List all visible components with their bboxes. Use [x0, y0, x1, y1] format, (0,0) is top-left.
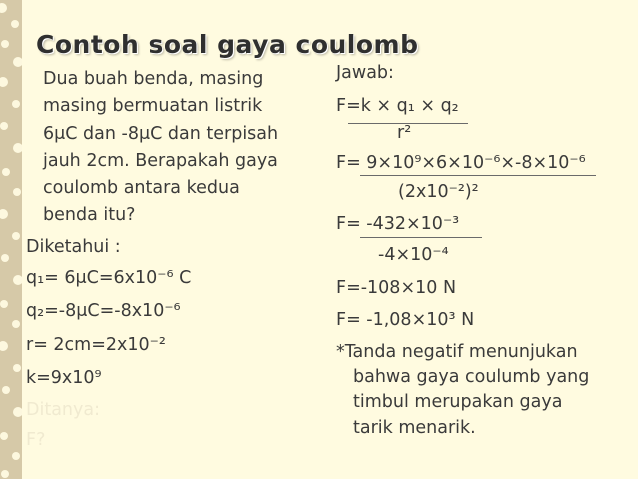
question-line: masing bermuatan listrik: [43, 96, 263, 116]
fraction-bar: [360, 237, 482, 238]
formula-denominator: r²: [397, 123, 412, 143]
slide-title: Contoh soal gaya coulomb: [36, 30, 419, 59]
known-r: r= 2cm=2x10⁻²: [26, 335, 166, 355]
note-line: tarik menarik.: [353, 418, 476, 438]
fraction-bar: [360, 175, 596, 176]
question-line: jauh 2cm. Berapakah gaya: [43, 151, 278, 171]
polka-dot-decoration: [0, 0, 22, 479]
question-line: benda itu?: [43, 205, 136, 225]
formula-numerator: F=k × q₁ × q₂: [336, 96, 459, 116]
known-q1: q₁= 6μC=6x10⁻⁶ C: [26, 268, 192, 288]
question-line: Dua buah benda, masing: [43, 69, 264, 89]
known-q2: q₂=-8μC=-8x10⁻⁶: [26, 301, 181, 321]
substitution-numerator: F= 9×10⁹×6×10⁻⁶×-8×10⁻⁶: [336, 153, 586, 173]
simplified-numerator: F= -432×10⁻³: [336, 214, 460, 234]
known-heading: Diketahui :: [26, 237, 121, 257]
answer-heading: Jawab:: [336, 63, 394, 83]
simplified-denominator: -4×10⁻⁴: [378, 245, 449, 265]
question-line: coulomb antara kedua: [43, 178, 240, 198]
final-result: F= -1,08×10³ N: [336, 310, 475, 330]
asked-value: F?: [26, 430, 46, 450]
result-step: F=-108×10 N: [336, 278, 457, 298]
question-line: 6μC dan -8μC dan terpisah: [43, 124, 279, 144]
substitution-denominator: (2x10⁻²)²: [398, 182, 479, 202]
note-line: bahwa gaya coulumb yang: [353, 367, 590, 387]
asked-heading: Ditanya:: [26, 400, 100, 420]
note-line: *Tanda negatif menunjukan: [336, 342, 578, 362]
note-line: timbul merupakan gaya: [353, 392, 563, 412]
known-k: k=9x10⁹: [26, 368, 102, 388]
